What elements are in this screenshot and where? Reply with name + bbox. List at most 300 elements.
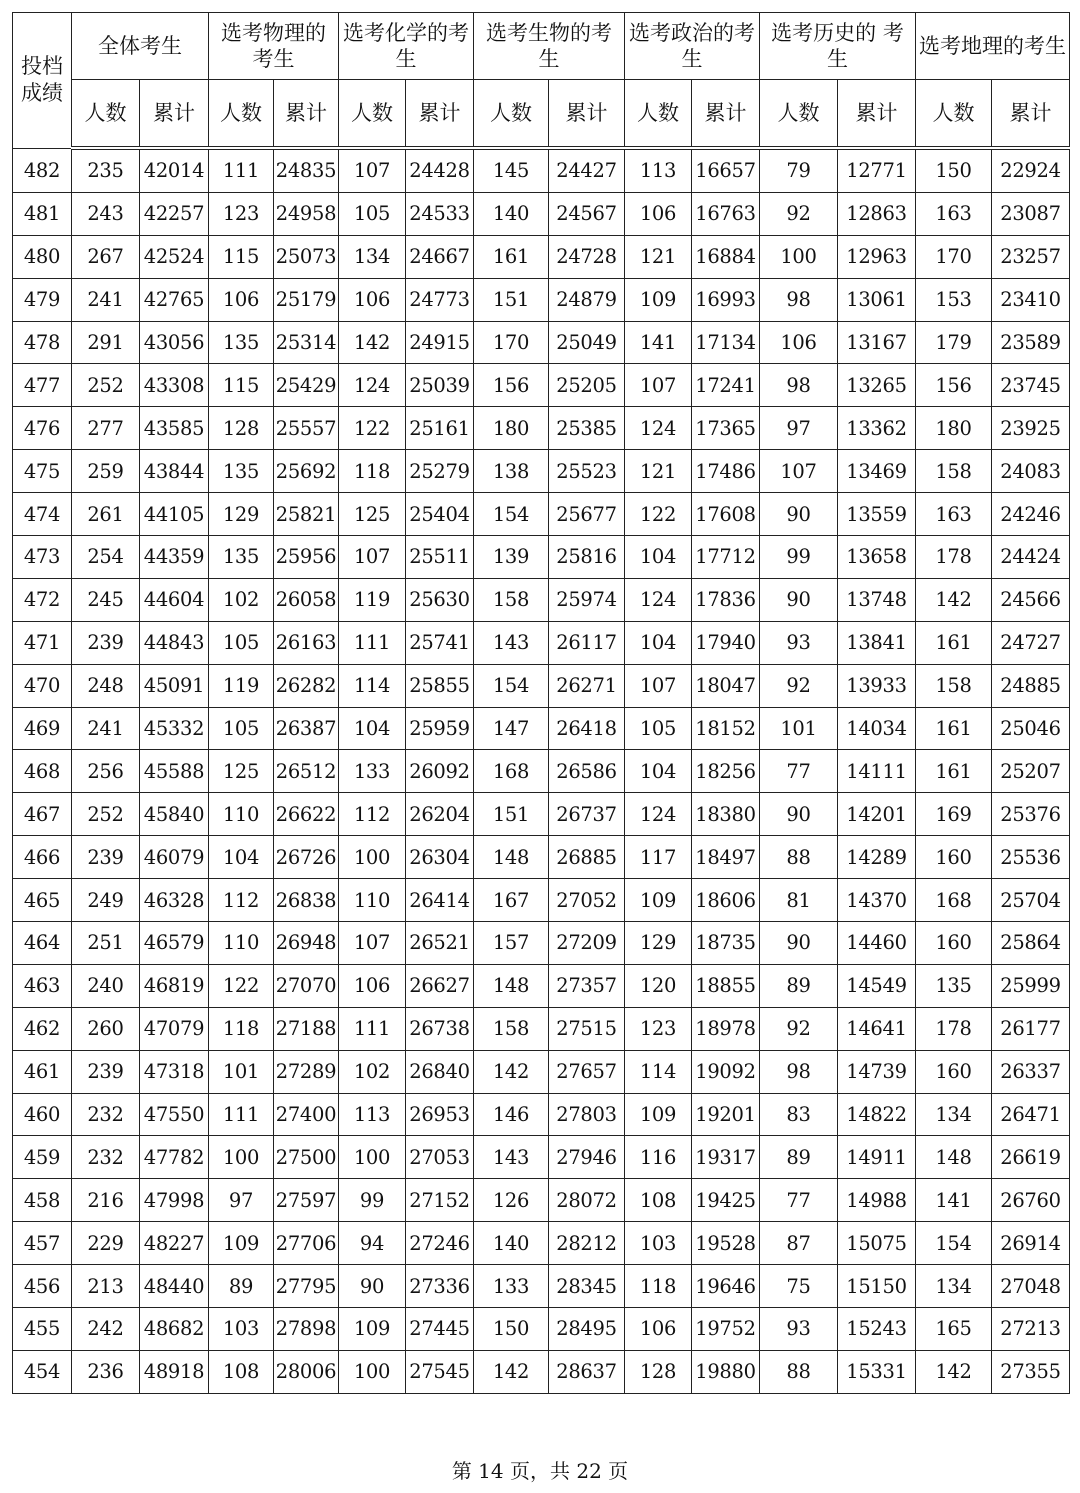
cumulative-cell: 24533 (406, 192, 474, 235)
cumulative-cell: 26737 (549, 793, 625, 836)
table-row (13, 536, 1070, 579)
count-cell: 142 (916, 1350, 992, 1393)
cumulative-cell: 15331 (838, 1350, 916, 1393)
count-cell: 103 (209, 1308, 274, 1351)
cumulative-cell: 25376 (992, 793, 1070, 836)
count-cell: 232 (72, 1093, 140, 1136)
count-cell: 102 (339, 1050, 406, 1093)
count-cell: 105 (625, 707, 692, 750)
cumulative-cell: 25279 (406, 450, 474, 493)
cumulative-cell: 17365 (692, 407, 760, 450)
cumulative-cell: 19092 (692, 1050, 760, 1093)
table-row (13, 1350, 1070, 1393)
table-row (13, 922, 1070, 965)
cumulative-cell: 43056 (140, 321, 209, 364)
cumulative-cell: 47782 (140, 1136, 209, 1179)
cumulative-cell: 25630 (406, 578, 474, 621)
count-cell: 178 (916, 536, 992, 579)
cumulative-cell: 27597 (274, 1179, 339, 1222)
cumulative-cell: 13748 (838, 578, 916, 621)
cumulative-cell: 13933 (838, 664, 916, 707)
cumulative-cell: 26058 (274, 578, 339, 621)
sub-header-count: 人数 (339, 80, 406, 149)
table-row (13, 450, 1070, 493)
cumulative-cell: 25557 (274, 407, 339, 450)
score-cell: 482 (13, 148, 72, 192)
cumulative-cell: 15243 (838, 1308, 916, 1351)
cumulative-cell: 25864 (992, 922, 1070, 965)
score-cell: 459 (13, 1136, 72, 1179)
group-header-chemistry: 选考化学的考生 (339, 13, 474, 80)
cumulative-cell: 45332 (140, 707, 209, 750)
score-cell: 466 (13, 836, 72, 879)
cumulative-cell: 46079 (140, 836, 209, 879)
count-cell: 252 (72, 793, 140, 836)
count-cell: 104 (625, 750, 692, 793)
count-cell: 158 (474, 1007, 549, 1050)
table-row (13, 407, 1070, 450)
count-cell: 107 (339, 148, 406, 192)
cumulative-cell: 12863 (838, 192, 916, 235)
count-cell: 135 (916, 964, 992, 1007)
table-body (13, 148, 1070, 1393)
cumulative-cell: 27053 (406, 1136, 474, 1179)
count-cell: 123 (209, 192, 274, 235)
cumulative-cell: 27355 (992, 1350, 1070, 1393)
cumulative-cell: 24083 (992, 450, 1070, 493)
cumulative-cell: 43844 (140, 450, 209, 493)
cumulative-cell: 19646 (692, 1265, 760, 1308)
sub-header-cumulative: 累计 (274, 80, 339, 149)
group-header-politics: 选考政治的考生 (625, 13, 760, 80)
count-cell: 114 (625, 1050, 692, 1093)
score-cell: 463 (13, 964, 72, 1007)
table-row (13, 750, 1070, 793)
cumulative-cell: 25039 (406, 364, 474, 407)
count-cell: 167 (474, 879, 549, 922)
table-row (13, 321, 1070, 364)
count-cell: 92 (760, 192, 838, 235)
cumulative-cell: 27706 (274, 1222, 339, 1265)
count-cell: 104 (209, 836, 274, 879)
cumulative-cell: 44359 (140, 536, 209, 579)
sub-header-count: 人数 (72, 80, 140, 149)
cumulative-cell: 47318 (140, 1050, 209, 1093)
cumulative-cell: 26271 (549, 664, 625, 707)
cumulative-cell: 28006 (274, 1350, 339, 1393)
count-cell: 100 (339, 1350, 406, 1393)
cumulative-cell: 25314 (274, 321, 339, 364)
cumulative-cell: 23745 (992, 364, 1070, 407)
count-cell: 121 (625, 235, 692, 278)
cumulative-cell: 14988 (838, 1179, 916, 1222)
score-cell: 477 (13, 364, 72, 407)
cumulative-cell: 27357 (549, 964, 625, 1007)
count-cell: 153 (916, 278, 992, 321)
cumulative-cell: 27152 (406, 1179, 474, 1222)
count-cell: 109 (625, 879, 692, 922)
count-cell: 135 (209, 536, 274, 579)
cumulative-cell: 27052 (549, 879, 625, 922)
count-cell: 140 (474, 192, 549, 235)
count-cell: 146 (474, 1093, 549, 1136)
score-cell: 455 (13, 1308, 72, 1351)
count-cell: 77 (760, 750, 838, 793)
score-cell: 475 (13, 450, 72, 493)
count-cell: 118 (339, 450, 406, 493)
header-group-row (13, 13, 1070, 80)
count-cell: 229 (72, 1222, 140, 1265)
cumulative-cell: 12771 (838, 148, 916, 192)
table-row (13, 621, 1070, 664)
page-footer: 第 14 页，共 22 页 (451, 1459, 629, 1483)
sub-header-count: 人数 (209, 80, 274, 149)
cumulative-cell: 14201 (838, 793, 916, 836)
cumulative-cell: 22924 (992, 148, 1070, 192)
count-cell: 291 (72, 321, 140, 364)
cumulative-cell: 26914 (992, 1222, 1070, 1265)
count-cell: 170 (474, 321, 549, 364)
score-cell: 473 (13, 536, 72, 579)
cumulative-cell: 45588 (140, 750, 209, 793)
table-header (13, 13, 1070, 149)
cumulative-cell: 28637 (549, 1350, 625, 1393)
cumulative-cell: 17486 (692, 450, 760, 493)
score-cell: 462 (13, 1007, 72, 1050)
cumulative-cell: 27445 (406, 1308, 474, 1351)
count-cell: 89 (760, 964, 838, 1007)
count-cell: 147 (474, 707, 549, 750)
cumulative-cell: 27209 (549, 922, 625, 965)
table-row (13, 1050, 1070, 1093)
sub-header-count: 人数 (760, 80, 838, 149)
count-cell: 161 (474, 235, 549, 278)
count-cell: 118 (209, 1007, 274, 1050)
count-cell: 106 (209, 278, 274, 321)
cumulative-cell: 18606 (692, 879, 760, 922)
cumulative-cell: 16657 (692, 148, 760, 192)
cumulative-cell: 27048 (992, 1265, 1070, 1308)
sub-header-cumulative: 累计 (140, 80, 209, 149)
count-cell: 107 (339, 536, 406, 579)
count-cell: 111 (339, 1007, 406, 1050)
table-row (13, 1136, 1070, 1179)
cumulative-cell: 27795 (274, 1265, 339, 1308)
group-header-biology: 选考生物的考生 (474, 13, 625, 80)
table-row (13, 278, 1070, 321)
cumulative-cell: 25073 (274, 235, 339, 278)
count-cell: 105 (209, 621, 274, 664)
count-cell: 100 (209, 1136, 274, 1179)
count-cell: 111 (209, 1093, 274, 1136)
count-cell: 109 (209, 1222, 274, 1265)
cumulative-cell: 13362 (838, 407, 916, 450)
count-cell: 239 (72, 1050, 140, 1093)
cumulative-cell: 19317 (692, 1136, 760, 1179)
score-cell: 454 (13, 1350, 72, 1393)
count-cell: 98 (760, 364, 838, 407)
count-cell: 99 (339, 1179, 406, 1222)
count-cell: 111 (339, 621, 406, 664)
cumulative-cell: 19528 (692, 1222, 760, 1265)
count-cell: 125 (209, 750, 274, 793)
cumulative-cell: 28212 (549, 1222, 625, 1265)
count-cell: 179 (916, 321, 992, 364)
count-cell: 135 (209, 450, 274, 493)
count-cell: 122 (339, 407, 406, 450)
cumulative-cell: 15075 (838, 1222, 916, 1265)
count-cell: 151 (474, 793, 549, 836)
count-cell: 115 (209, 364, 274, 407)
count-cell: 232 (72, 1136, 140, 1179)
count-cell: 118 (625, 1265, 692, 1308)
count-cell: 168 (474, 750, 549, 793)
count-cell: 129 (625, 922, 692, 965)
cumulative-cell: 13658 (838, 536, 916, 579)
count-cell: 114 (339, 664, 406, 707)
count-cell: 254 (72, 536, 140, 579)
count-cell: 99 (760, 536, 838, 579)
cumulative-cell: 25049 (549, 321, 625, 364)
cumulative-cell: 13265 (838, 364, 916, 407)
score-cell: 476 (13, 407, 72, 450)
count-cell: 93 (760, 621, 838, 664)
cumulative-cell: 27515 (549, 1007, 625, 1050)
cumulative-cell: 26760 (992, 1179, 1070, 1222)
cumulative-cell: 24958 (274, 192, 339, 235)
cumulative-cell: 26204 (406, 793, 474, 836)
score-cell: 461 (13, 1050, 72, 1093)
cumulative-cell: 48918 (140, 1350, 209, 1393)
count-cell: 106 (760, 321, 838, 364)
count-cell: 90 (760, 793, 838, 836)
count-cell: 141 (625, 321, 692, 364)
cumulative-cell: 24879 (549, 278, 625, 321)
count-cell: 245 (72, 578, 140, 621)
cumulative-cell: 24567 (549, 192, 625, 235)
cumulative-cell: 18497 (692, 836, 760, 879)
count-cell: 277 (72, 407, 140, 450)
cumulative-cell: 18978 (692, 1007, 760, 1050)
cumulative-cell: 19425 (692, 1179, 760, 1222)
count-cell: 79 (760, 148, 838, 192)
cumulative-cell: 14641 (838, 1007, 916, 1050)
count-cell: 161 (916, 621, 992, 664)
count-cell: 124 (625, 793, 692, 836)
count-cell: 216 (72, 1179, 140, 1222)
count-cell: 100 (339, 1136, 406, 1179)
sub-header-cumulative: 累计 (549, 80, 625, 149)
cumulative-cell: 42524 (140, 235, 209, 278)
cumulative-cell: 48682 (140, 1308, 209, 1351)
count-cell: 120 (625, 964, 692, 1007)
count-cell: 154 (916, 1222, 992, 1265)
cumulative-cell: 23410 (992, 278, 1070, 321)
count-cell: 88 (760, 836, 838, 879)
count-cell: 105 (209, 707, 274, 750)
cumulative-cell: 25741 (406, 621, 474, 664)
cumulative-cell: 17940 (692, 621, 760, 664)
count-cell: 108 (209, 1350, 274, 1393)
count-cell: 169 (916, 793, 992, 836)
score-cell: 464 (13, 922, 72, 965)
count-cell: 180 (474, 407, 549, 450)
cumulative-cell: 27946 (549, 1136, 625, 1179)
count-cell: 145 (474, 148, 549, 192)
cumulative-cell: 46579 (140, 922, 209, 965)
cumulative-cell: 27289 (274, 1050, 339, 1093)
count-cell: 260 (72, 1007, 140, 1050)
cumulative-cell: 26838 (274, 879, 339, 922)
score-cell: 460 (13, 1093, 72, 1136)
count-cell: 89 (760, 1136, 838, 1179)
table-row (13, 235, 1070, 278)
score-cell: 481 (13, 192, 72, 235)
table-row (13, 1222, 1070, 1265)
cumulative-cell: 24427 (549, 148, 625, 192)
count-cell: 163 (916, 192, 992, 235)
score-cell: 457 (13, 1222, 72, 1265)
cumulative-cell: 13841 (838, 621, 916, 664)
cumulative-cell: 25511 (406, 536, 474, 579)
table-row (13, 793, 1070, 836)
cumulative-cell: 26337 (992, 1050, 1070, 1093)
cumulative-cell: 14822 (838, 1093, 916, 1136)
cumulative-cell: 19880 (692, 1350, 760, 1393)
count-cell: 135 (209, 321, 274, 364)
count-cell: 163 (916, 493, 992, 536)
cumulative-cell: 17134 (692, 321, 760, 364)
header-sub-row (13, 80, 1070, 149)
cumulative-cell: 47079 (140, 1007, 209, 1050)
count-cell: 249 (72, 879, 140, 922)
count-cell: 104 (625, 536, 692, 579)
count-cell: 107 (625, 364, 692, 407)
cumulative-cell: 17241 (692, 364, 760, 407)
count-cell: 133 (339, 750, 406, 793)
score-cell: 472 (13, 578, 72, 621)
count-cell: 90 (760, 922, 838, 965)
count-cell: 110 (339, 879, 406, 922)
count-cell: 77 (760, 1179, 838, 1222)
count-cell: 261 (72, 493, 140, 536)
cumulative-cell: 45091 (140, 664, 209, 707)
sub-header-cumulative: 累计 (692, 80, 760, 149)
count-cell: 109 (625, 1093, 692, 1136)
cumulative-cell: 19752 (692, 1308, 760, 1351)
group-header-history: 选考历史的 考生 (760, 13, 916, 80)
table-row (13, 1265, 1070, 1308)
count-cell: 158 (916, 450, 992, 493)
sub-header-cumulative: 累计 (406, 80, 474, 149)
count-cell: 156 (474, 364, 549, 407)
count-cell: 107 (760, 450, 838, 493)
cumulative-cell: 23257 (992, 235, 1070, 278)
count-cell: 106 (339, 278, 406, 321)
cumulative-cell: 16993 (692, 278, 760, 321)
count-cell: 178 (916, 1007, 992, 1050)
count-cell: 140 (474, 1222, 549, 1265)
cumulative-cell: 25205 (549, 364, 625, 407)
table-row (13, 1093, 1070, 1136)
cumulative-cell: 45840 (140, 793, 209, 836)
cumulative-cell: 26414 (406, 879, 474, 922)
count-cell: 129 (209, 493, 274, 536)
score-cell: 456 (13, 1265, 72, 1308)
cumulative-cell: 26117 (549, 621, 625, 664)
count-cell: 134 (339, 235, 406, 278)
cumulative-cell: 14460 (838, 922, 916, 965)
count-cell: 109 (625, 278, 692, 321)
cumulative-cell: 18047 (692, 664, 760, 707)
cumulative-cell: 26953 (406, 1093, 474, 1136)
cumulative-cell: 26282 (274, 664, 339, 707)
cumulative-cell: 26418 (549, 707, 625, 750)
cumulative-cell: 28072 (549, 1179, 625, 1222)
cumulative-cell: 46328 (140, 879, 209, 922)
cumulative-cell: 25959 (406, 707, 474, 750)
sub-header-count: 人数 (625, 80, 692, 149)
count-cell: 142 (474, 1350, 549, 1393)
count-cell: 93 (760, 1308, 838, 1351)
cumulative-cell: 25046 (992, 707, 1070, 750)
count-cell: 90 (760, 578, 838, 621)
cumulative-cell: 26885 (549, 836, 625, 879)
cumulative-cell: 27188 (274, 1007, 339, 1050)
cumulative-cell: 27545 (406, 1350, 474, 1393)
count-cell: 119 (209, 664, 274, 707)
cumulative-cell: 14111 (838, 750, 916, 793)
cumulative-cell: 18735 (692, 922, 760, 965)
cumulative-cell: 25821 (274, 493, 339, 536)
count-cell: 104 (339, 707, 406, 750)
score-distribution-table (12, 12, 1070, 1394)
cumulative-cell: 25385 (549, 407, 625, 450)
count-cell: 107 (339, 922, 406, 965)
cumulative-cell: 27803 (549, 1093, 625, 1136)
cumulative-cell: 16884 (692, 235, 760, 278)
cumulative-cell: 28345 (549, 1265, 625, 1308)
cumulative-cell: 48440 (140, 1265, 209, 1308)
cumulative-cell: 26726 (274, 836, 339, 879)
cumulative-cell: 26622 (274, 793, 339, 836)
cumulative-cell: 26512 (274, 750, 339, 793)
cumulative-cell: 25207 (992, 750, 1070, 793)
count-cell: 126 (474, 1179, 549, 1222)
count-cell: 101 (209, 1050, 274, 1093)
count-cell: 123 (625, 1007, 692, 1050)
group-header-all: 全体考生 (72, 13, 209, 80)
count-cell: 142 (916, 578, 992, 621)
cumulative-cell: 24727 (992, 621, 1070, 664)
count-cell: 150 (474, 1308, 549, 1351)
count-cell: 124 (339, 364, 406, 407)
cumulative-cell: 18855 (692, 964, 760, 1007)
cumulative-cell: 26387 (274, 707, 339, 750)
cumulative-cell: 26619 (992, 1136, 1070, 1179)
cumulative-cell: 27898 (274, 1308, 339, 1351)
cumulative-cell: 18256 (692, 750, 760, 793)
sub-header-cumulative: 累计 (838, 80, 916, 149)
cumulative-cell: 44604 (140, 578, 209, 621)
table-row (13, 493, 1070, 536)
cumulative-cell: 13167 (838, 321, 916, 364)
cumulative-cell: 26738 (406, 1007, 474, 1050)
cumulative-cell: 25161 (406, 407, 474, 450)
cumulative-cell: 17608 (692, 493, 760, 536)
count-cell: 133 (474, 1265, 549, 1308)
count-cell: 236 (72, 1350, 140, 1393)
